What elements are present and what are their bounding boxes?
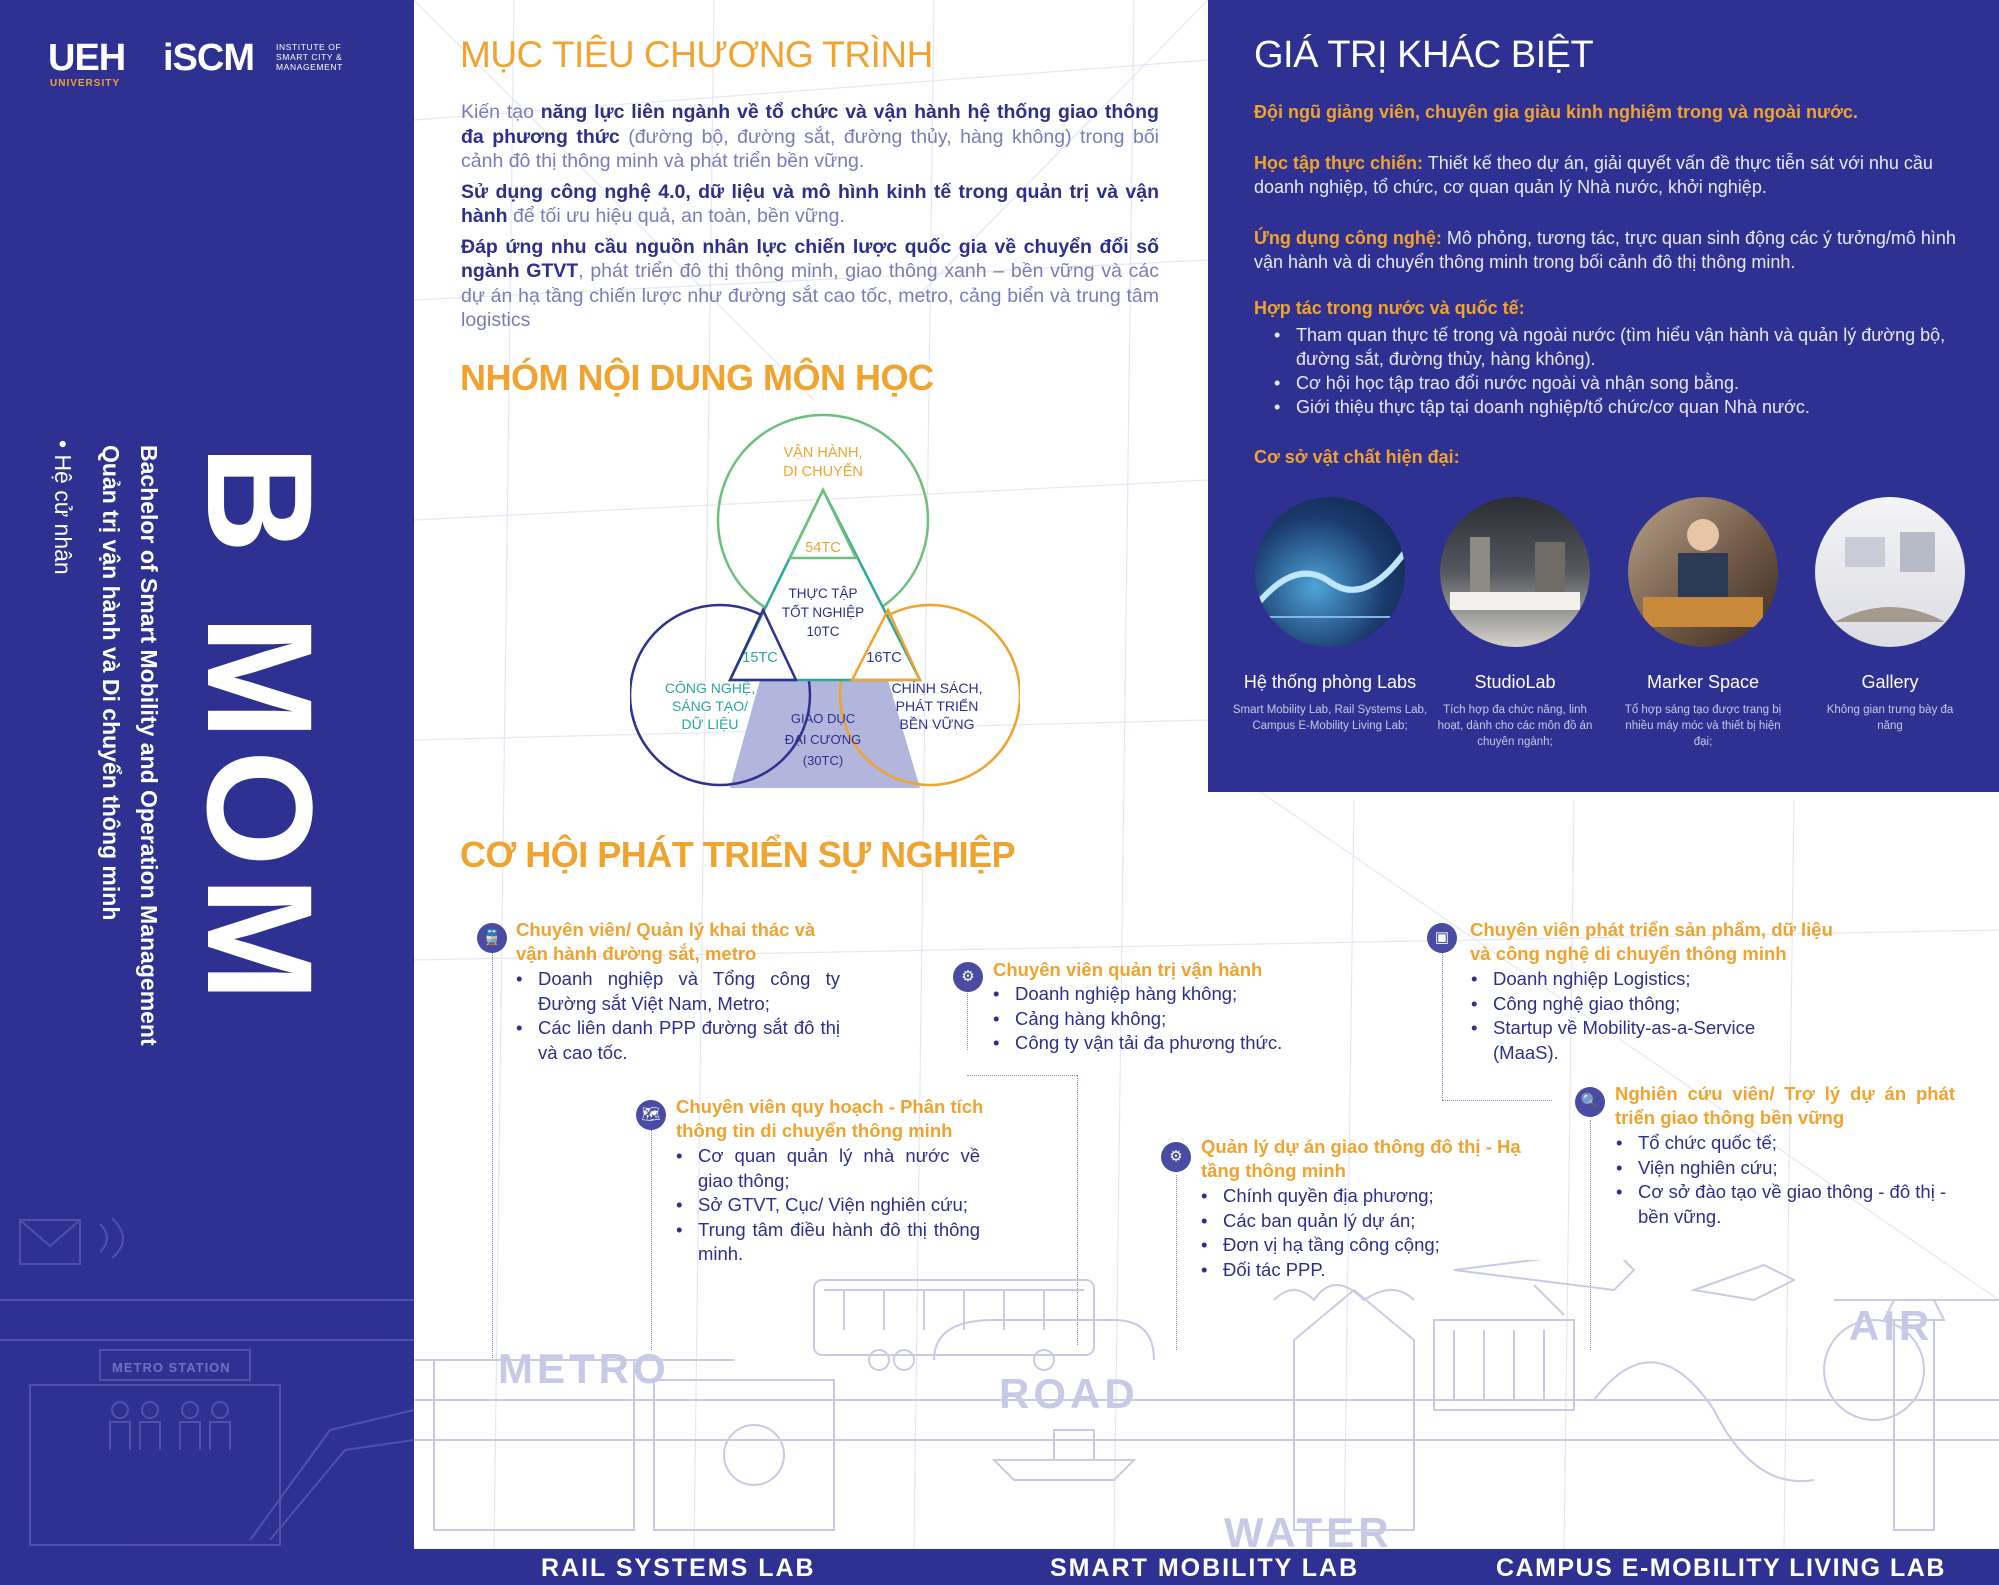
data-icon: ▣ [1427,923,1457,953]
career-item: • Sở GTVT, Cục/ Viện nghiên cứu; [670,1193,980,1218]
objective-1-rest: (đường bộ, đường sắt, đường thủy, hàng không) trong bối cảnh đô thị thông minh và phát triển bền vững. [461,125,1160,172]
career-list [1610,1131,1955,1229]
connector-line [967,990,968,1050]
objective-3-bold: Đáp ứng nhu cầu nguồn nhân lực chiến lược quốc gia về chuyển đổi số ngành GTVT [461,235,1159,282]
connector-line [967,1075,1077,1076]
facility-title: Gallery [1861,672,1919,692]
career-item: • Chính quyền địa phương; [1195,1184,1515,1209]
career-title: Chuyên viên quản trị vận hành [993,959,1263,980]
career-list [670,1144,980,1267]
objective-3 [461,235,1159,333]
career-item: • Trung tâm điều hành đô thị thông minh. [670,1218,980,1267]
curriculum-right-credits: 16TC [866,650,902,666]
career-item: • Startup về Mobility-as-a-Service (MaaS). [1465,1016,1795,1065]
curriculum-diagram [630,410,1020,790]
career-list [1465,967,1795,1065]
facility-desc: Không gian trưng bày đa năng [1826,704,1954,732]
career-item: • Các ban quản lý dự án; [1195,1209,1515,1234]
curriculum-center-2: TỐT NGHIỆP [781,605,865,620]
curriculum-top-label-2: DI CHUYỂN [783,464,863,480]
curriculum-left-label-3: DỮ LIỆU [681,716,739,732]
career-item: • Công ty vận tải đa phương thức. [987,1031,1317,1056]
facility-desc: Smart Mobility Lab, Rail Systems Lab, Campus E-Mobility Living Lab; [1232,704,1428,732]
facilities-heading: Cơ sở vật chất hiện đại: [1254,447,1460,467]
gear-icon: ⚙ [953,962,983,992]
tech-block [1254,226,1974,274]
career-item: • Doanh nghiệp Logistics; [1465,967,1795,992]
curriculum-top-credits: 54TC [805,540,841,556]
curriculum-heading: NHÓM NỘI DUNG MÔN HỌC [460,357,934,398]
gallery-photo [1815,497,1965,647]
practice-text: Thiết kế theo dự án, giải quyết vấn đề thực tiễn sát với nhu cầu doanh nghiệp, tổ chức, cơ quan quản lý Nhà nước, khởi nghiệp. [1254,153,1933,197]
faculty-highlight: Đội ngũ giảng viên, chuyên gia giàu kinh nghiệm trong và ngoài nước. [1254,102,1858,122]
career-item: • Doanh nghiệp hàng không; [987,982,1317,1007]
objective-2-rest: để tối ưu hiệu quả, an toàn, bền vững. [507,205,845,227]
labs-photo [1255,497,1405,647]
metro-station-illustration [0,1210,414,1550]
practice-heading: Học tập thực chiến: [1254,153,1424,173]
footer-lab-campus: CAMPUS E-MOBILITY LIVING LAB [1496,1554,1946,1582]
career-item: • Cơ sở đào tạo về giao thông - đô thị - bền vững. [1610,1180,1955,1229]
air-word: AIR [1849,1302,1934,1349]
program-code: B MOM [176,445,344,1012]
road-word: ROAD [999,1370,1139,1417]
connector-line [1442,950,1443,1100]
objectives-body [461,100,1159,333]
facility-title: Marker Space [1646,672,1760,692]
values-heading: GIÁ TRỊ KHÁC BIỆT [1254,34,1594,76]
map-icon: 🗺 [636,1100,666,1130]
sidebar [0,0,414,1585]
tech-text: Mô phỏng, tương tác, trực quan sinh động các ý tưởng/mô hình vận hành và di chuyển thông minh trong bối cảnh đô thị thông minh. [1254,228,1956,272]
career-item: • Tổ chức quốc tế; [1610,1131,1955,1156]
ueh-logo: UEH [48,37,126,79]
maker-space-photo [1628,497,1778,647]
metro-word: METRO [498,1345,670,1392]
program-title-vi: Quản trị vận hành và Di chuyển thông minh [98,445,124,921]
metro-station-label: METRO STATION [112,1360,231,1375]
objective-2 [461,180,1159,229]
curriculum-left-credits: 15TC [742,650,778,666]
coop-list [1254,323,1974,419]
coop-item: • Cơ hội học tập trao đổi nước ngoài và nhận song bằng. [1254,371,1974,395]
objective-1-lead: Kiến tạo [461,101,541,123]
curriculum-right-label-2: PHÁT TRIỂN [895,698,979,714]
water-word: WATER [1224,1509,1393,1549]
career-item: • Công nghệ giao thông; [1465,992,1795,1017]
objective-2-bold: Sử dụng công nghệ 4.0, dữ liệu và mô hình kinh tế trong quản trị và vận hành [461,180,1159,227]
degree-label: • Hệ cử nhân [50,440,76,575]
curriculum-center-3: 10TC [806,624,840,639]
career-title: Quản lý dự án giao thông đô thị - Hạ tầng thông minh [1201,1136,1521,1181]
career-item: • Cơ quan quản lý nhà nước về giao thông; [670,1144,980,1193]
curriculum-base-1: GIÁO DỤC [790,711,856,726]
curriculum-right-label-3: BỀN VỮNG [899,716,975,732]
program-title-en: Bachelor of Smart Mobility and Operation Management [136,445,162,1046]
city-transport-illustration [414,1260,1999,1549]
objective-1-bold: năng lực liên ngành về tổ chức và vận hành hệ thống giao thông đa phương thức [461,101,1159,148]
coop-item: • Giới thiệu thực tập tại doanh nghiệp/tổ chức/cơ quan Nhà nước. [1254,395,1974,419]
coop-heading: Hợp tác trong nước và quốc tế: [1254,298,1525,318]
curriculum-base-3: (30TC) [802,753,844,768]
careers-heading: CƠ HỘI PHÁT TRIỂN SỰ NGHIỆP [460,834,1016,875]
curriculum-center-1: THỰC TẬP [788,586,858,601]
facility-desc: Tổ hợp sáng tạo được trang bị nhiều máy móc và thiết bị hiện đại; [1624,704,1782,748]
iscm-logo-subtitle: INSTITUTE OF SMART CITY & MANAGEMENT [276,42,343,72]
objective-3-rest: , phát triển đô thị thông minh, giao thông xanh – bền vững và các dự án hạ tầng chiến lược như đường sắt cao tốc, metro, cảng biển và trung tâm logistics [461,260,1159,331]
objectives-heading: MỤC TIÊU CHƯƠNG TRÌNH [460,34,933,75]
career-list [510,967,840,1065]
career-item: • Doanh nghiệp và Tổng công ty Đường sắt Việt Nam, Metro; [510,967,840,1016]
career-item: • Viện nghiên cứu; [1610,1156,1955,1181]
career-title: Chuyên viên phát triển sản phẩm, dữ liệu và công nghệ di chuyển thông minh [1470,919,1833,964]
practice-block [1254,151,1974,199]
tech-heading: Ứng dụng công nghệ: [1254,228,1442,248]
curriculum-left-label-2: SÁNG TẠO/ [672,698,748,714]
facility-desc: Tích hợp đa chức năng, linh hoạt, dành cho các môn đồ án chuyên ngành; [1437,704,1593,748]
research-icon: 🔍 [1575,1087,1605,1117]
connector-line [1442,1100,1552,1101]
ueh-logo-subtitle: UNIVERSITY [50,78,121,89]
curriculum-base-2: ĐẠI CƯƠNG [784,732,862,747]
objective-1 [461,100,1159,174]
coop-item: • Tham quan thực tế trong và ngoài nước (tìm hiểu vận hành và quản lý đường bộ, đường sắt, đường thủy, hàng không). [1254,323,1974,371]
career-title: Chuyên viên/ Quản lý khai thác và vận hành đường sắt, metro [516,919,816,964]
studiolab-photo [1440,497,1590,647]
curriculum-top-label-1: VẬN HÀNH, [783,445,863,461]
career-item: • Các liên danh PPP đường sắt đô thị và cao tốc. [510,1016,840,1065]
values-panel [1208,0,1999,792]
train-icon: 🚆 [477,923,507,953]
facility-title: StudioLab [1474,672,1556,692]
iscm-logo: iSCM [163,37,254,79]
career-item: • Đối tác PPP. [1195,1258,1515,1283]
project-icon: ⚙ [1161,1142,1191,1172]
footer-lab-rail: RAIL SYSTEMS LAB [541,1554,816,1582]
career-item: • Đơn vị hạ tầng công cộng; [1195,1233,1515,1258]
facility-title: Hệ thống phòng Labs [1243,672,1417,692]
career-list [987,982,1317,1056]
footer-lab-smart-mobility: SMART MOBILITY LAB [1050,1554,1360,1582]
career-title: Nghiên cứu viên/ Trợ lý dự án phát triển giao thông bền vững [1615,1083,1955,1128]
career-item: • Cảng hàng không; [987,1007,1317,1032]
career-title: Chuyên viên quy hoạch - Phân tích thông tin di chuyển thông minh [676,1096,984,1141]
curriculum-right-label-1: CHÍNH SÁCH, [891,680,983,696]
curriculum-left-label-1: CÔNG NGHỆ, [664,680,756,696]
